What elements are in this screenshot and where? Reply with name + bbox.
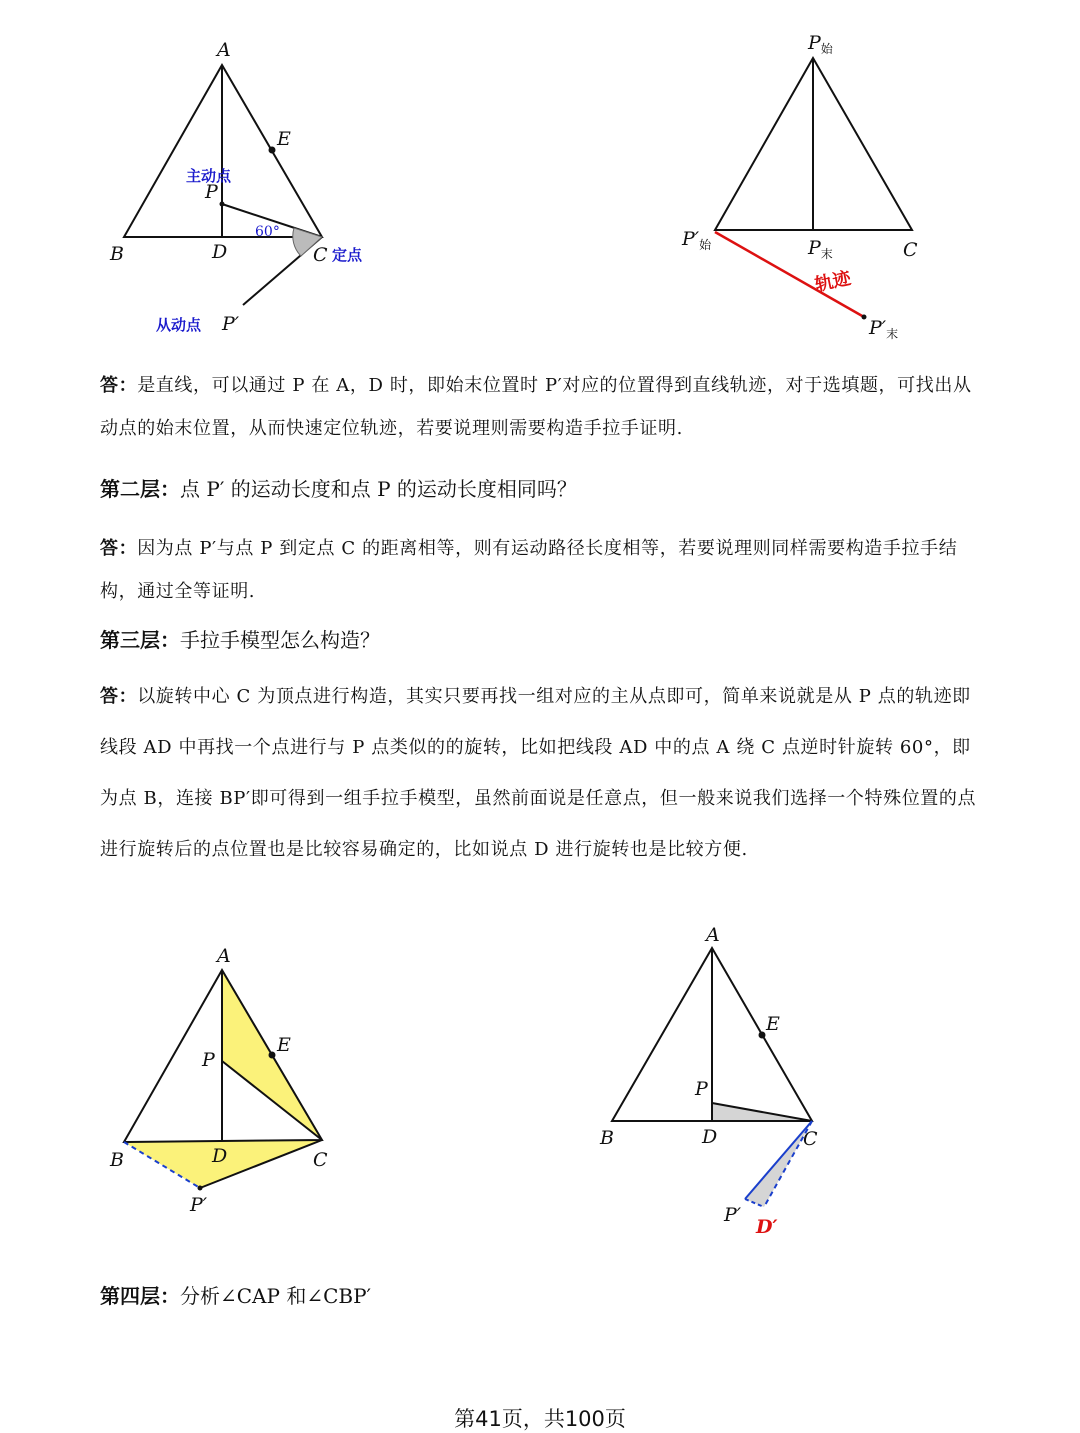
label-d: D [212,241,228,263]
label-locus: 轨迹 [813,267,853,296]
point-e-dot [759,1032,766,1039]
layer-3-label: 第三层： [100,628,180,652]
label-p-prime: P′ [190,1194,208,1216]
label-p-prime: P′ [724,1204,742,1226]
figure-rotate-d [590,915,840,1245]
label-p-end: $P_末$ [808,237,833,261]
point-e-dot [269,147,276,154]
label-pp-start: $P'_始$ [682,228,712,252]
label-p: P [202,1049,215,1071]
label-c: C [803,1128,818,1150]
label-a: A [706,924,720,946]
answer-2-label: 答： [100,538,138,559]
label-d: D [702,1126,718,1148]
label-b: B [110,1149,124,1171]
segment-cp-prime [745,1121,812,1199]
answer-3 [100,671,985,875]
label-p-start: $P_始$ [808,32,833,56]
layer-2-text: 点 P′ 的运动长度和点 P 的运动长度相同吗？ [180,477,577,501]
answer-2 [100,527,985,613]
label-d-prime: D′ [756,1216,778,1238]
layer-3-text: 手拉手模型怎么构造？ [180,628,380,652]
label-c: C [313,1149,328,1171]
point-p-prime-dot [198,1186,203,1191]
label-e: E [277,128,291,150]
layer-2-label: 第二层： [100,477,180,501]
layer-4-question [100,1282,985,1310]
label-c: C [903,239,918,261]
figure-rotation-setup [100,30,400,350]
layer-4-label: 第四层： [100,1284,180,1308]
label-b: B [600,1127,614,1149]
answer-3-label: 答： [100,686,138,707]
label-fixed-point: 定点 [332,246,363,264]
figure-locus [670,25,930,345]
layer-4-text: 分析∠CAP 和∠CBP′ [180,1284,372,1308]
label-angle-60: 60° [255,224,280,240]
answer-3-text: 以旋转中心 C 为顶点进行构造，其实只要再找一组对应的主从点即可，简单来说就是从 P 点的轨迹即线段 AD 中再找一个点进行与 P 点类似的的旋转，比如把线段 AD 中的点 A 绕 C 点逆时针旋转 60°，即为点 B，连接 BP′即可得到一组手拉手模型，虽然前面说是任意点，但一般来说我们选择一个特殊位置的点进行旋转后的点位置也是比较容易确定的，比如说点 D 进行旋转也是比较方便. [100,686,977,860]
label-p: P [695,1078,708,1100]
figure-hand-in-hand [100,940,360,1220]
point-pend-dot [862,315,867,320]
page-footer: 第41页，共100页 [454,1407,626,1431]
label-b: B [110,243,124,265]
label-pp-end: $P'_末$ [869,317,899,341]
answer-2-text: 因为点 P′与点 P 到定点 C 的距离相等，则有运动路径长度相等，若要说理则同样需要构造手拉手结构，通过全等证明. [100,538,958,602]
answer-1 [100,364,985,450]
label-p-prime: P′ [222,313,240,335]
label-a: A [217,945,231,967]
label-p: P [205,181,218,203]
label-e: E [766,1013,780,1035]
layer-2-question [100,475,985,503]
answer-1-text: 是直线，可以通过 P 在 A，D 时，即始末位置时 P′对应的位置得到直线轨迹，对于选填题，可找出从动点的始末位置，从而快速定位轨迹，若要说理则需要构造手拉手证明. [100,375,972,439]
label-main-point: 主动点 [186,167,232,185]
point-p-dot [220,202,225,207]
layer-3-question [100,626,985,654]
answer-1-label: 答： [100,375,138,396]
label-e: E [277,1034,291,1056]
label-a: A [217,39,231,61]
label-d: D [212,1145,228,1167]
point-e-dot [269,1052,276,1059]
label-c: C [313,244,328,266]
label-follow-point: 从动点 [156,316,202,334]
